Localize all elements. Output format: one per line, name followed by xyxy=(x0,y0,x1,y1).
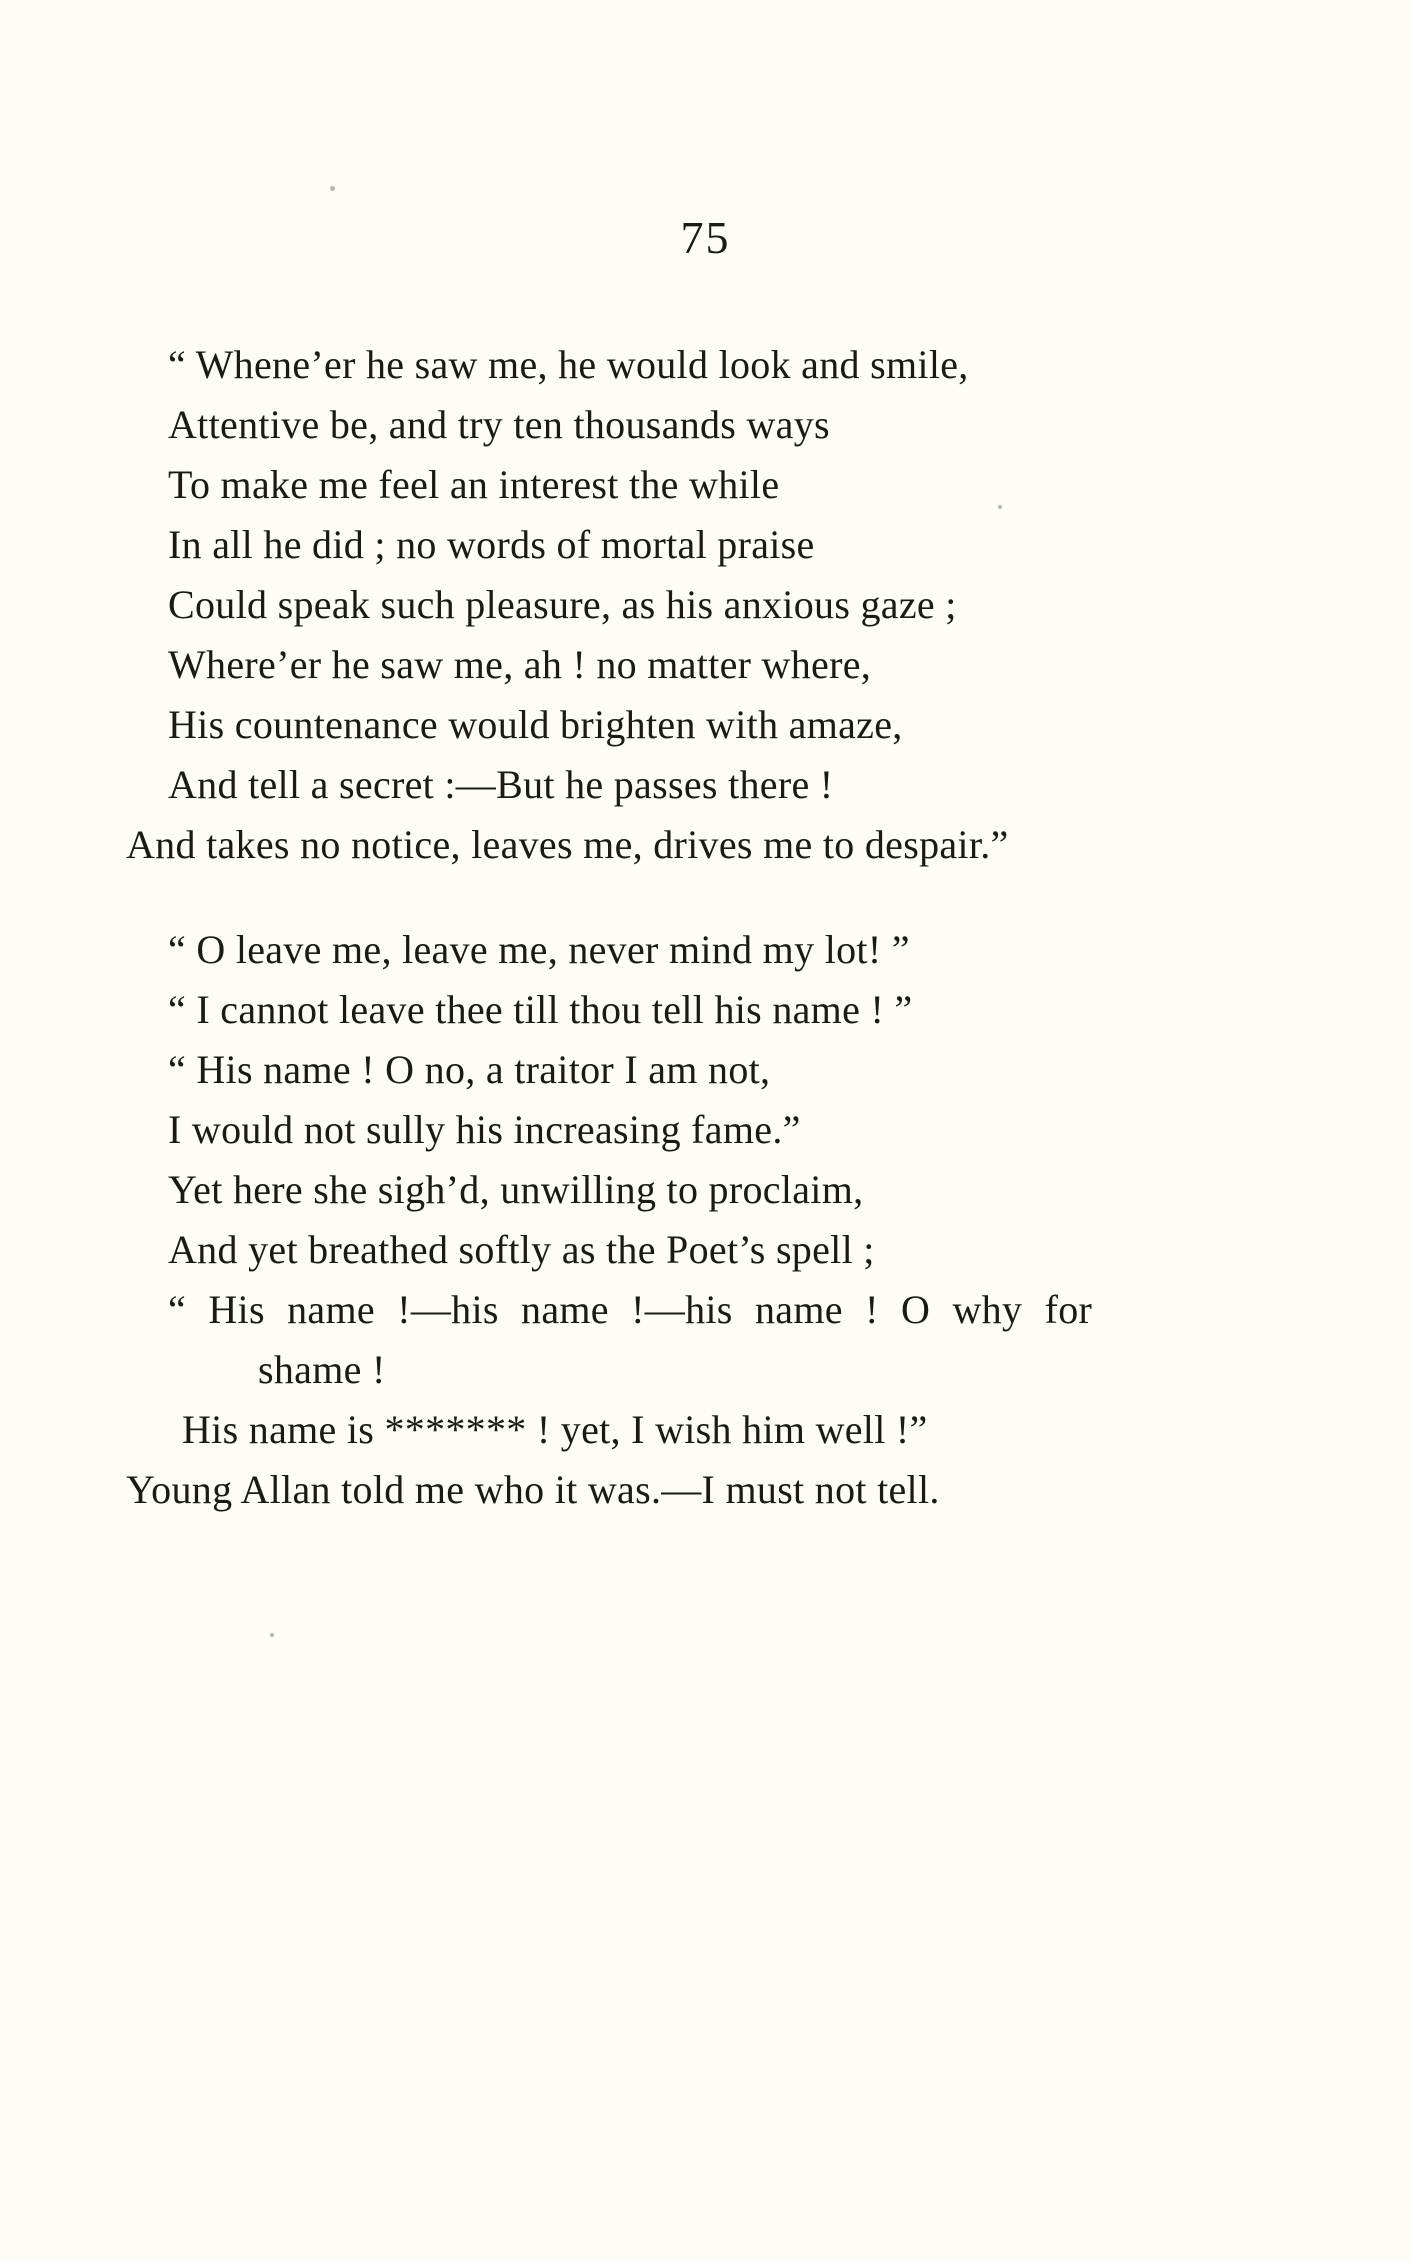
verse-line: And takes no notice, leaves me, drives me to despair.” xyxy=(126,822,1009,867)
verse-line: His countenance would brighten with amaze, xyxy=(168,702,903,747)
verse-line: And tell a secret :—But he passes there ! xyxy=(168,762,834,807)
verse-line: Could speak such pleasure, as his anxious gaze ; xyxy=(168,582,957,627)
verse-line: “ I cannot leave thee till thou tell his name ! ” xyxy=(168,987,913,1032)
verse-line: “ Whene’er he saw me, he would look and smile, xyxy=(168,342,969,387)
verse-line-continuation: shame ! xyxy=(258,1347,386,1392)
verse-line: To make me feel an interest the while xyxy=(168,462,780,507)
verse-line: His name is ******* ! yet, I wish him well !” xyxy=(182,1407,928,1452)
verse-line: In all he did ; no words of mortal praise xyxy=(168,522,815,567)
verse-line: And yet breathed softly as the Poet’s spell ; xyxy=(168,1227,875,1272)
verse-line: Yet here she sigh’d, unwilling to proclaim, xyxy=(168,1167,864,1212)
verse-line: Young Allan told me who it was.—I must not tell. xyxy=(126,1467,940,1512)
verse-line: Attentive be, and try ten thousands ways xyxy=(168,402,830,447)
verse-line: “ His name ! O no, a traitor I am not, xyxy=(168,1047,771,1092)
page-number: 75 xyxy=(680,212,731,263)
paper-speck xyxy=(270,1633,274,1637)
verse-line: “ His name !—his name !—his name ! O why for xyxy=(168,1287,1093,1332)
paper-speck xyxy=(998,505,1002,509)
verse-line: I would not sully his increasing fame.” xyxy=(168,1107,801,1152)
verse-line: Where’er he saw me, ah ! no matter where, xyxy=(168,642,872,687)
verse-line: “ O leave me, leave me, never mind my lot! ” xyxy=(168,927,910,972)
paper-speck xyxy=(330,186,335,191)
